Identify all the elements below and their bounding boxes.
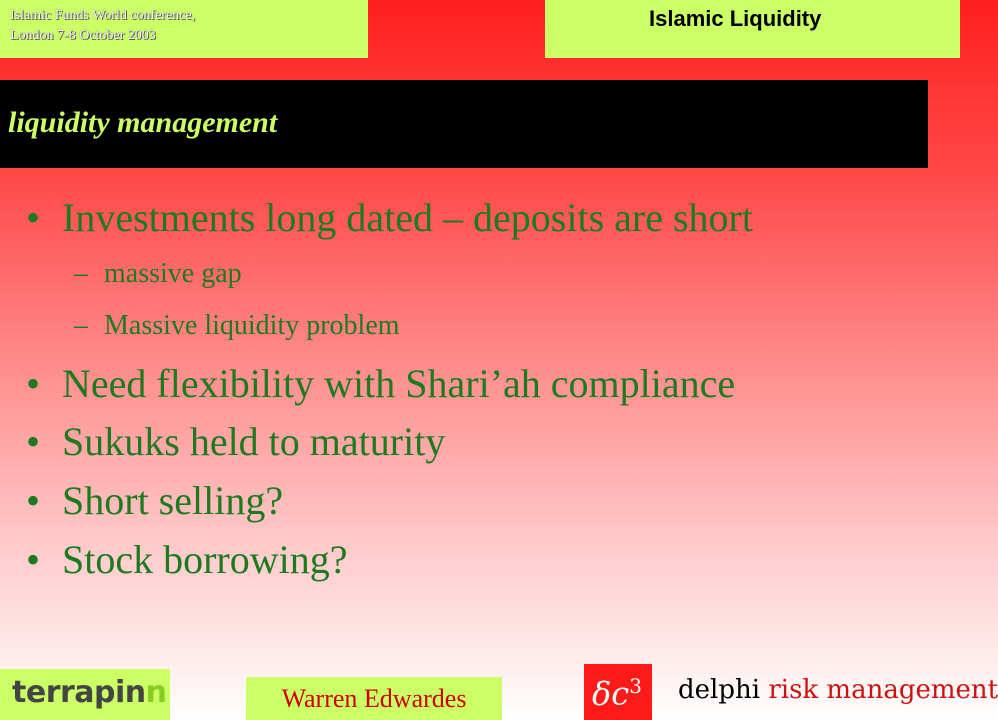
conference-line-1: Islamic Funds World conference, [10, 8, 196, 23]
sub-bullet-massive-gap: massive gap [104, 258, 242, 289]
sub-bullet-liquidity-problem: Massive liquidity problem [104, 310, 400, 341]
dash-marker: – [74, 310, 88, 341]
dc3-logo-mark: $\delta c^3$ [592, 674, 642, 713]
section-heading: liquidity management [8, 106, 278, 139]
bullet-stock-borrowing: Stock borrowing? [62, 537, 348, 582]
bullet-short-selling: Short selling? [62, 478, 284, 523]
delphi-logo-tagline: risk management [768, 675, 998, 705]
terrapinn-logo [0, 669, 170, 720]
bullet-investments: Investments long dated – deposits are short [62, 195, 753, 240]
presentation-title: Islamic Liquidity [649, 6, 822, 31]
delphi-logo-name: delphi [678, 675, 769, 705]
delphi-logo [678, 675, 998, 705]
bullet-marker: • [26, 478, 41, 523]
bullet-sukuks: Sukuks held to maturity [62, 419, 446, 464]
presenter-box [246, 677, 502, 720]
dash-marker: – [74, 258, 88, 289]
dc3-logo [584, 664, 652, 720]
terrapinn-logo-text: terrapinn [12, 675, 167, 710]
bullet-marker: • [26, 361, 41, 406]
bullet-marker: • [26, 419, 41, 464]
conference-line-2: London 7-8 October 2003 [10, 28, 156, 43]
bullet-flexibility: Need flexibility with Shari’ah compliance [62, 361, 736, 406]
bullet-marker: • [26, 195, 41, 240]
bullet-marker: • [26, 537, 41, 582]
presenter-name: Warren Edwardes [281, 684, 467, 713]
